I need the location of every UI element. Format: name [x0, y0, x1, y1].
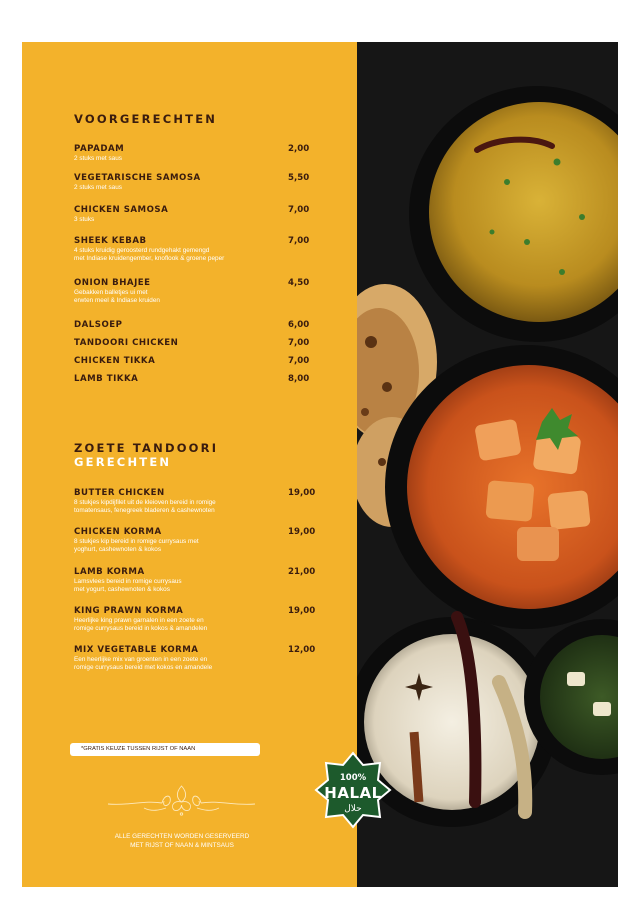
- menu-item: [74, 374, 324, 385]
- item-description: 8 stukjes kip bereid in romige currysaus met yoghurt, cashewnoten & kokos: [74, 538, 199, 554]
- item-name: TANDOORI CHICKEN: [74, 338, 179, 348]
- item-name: PAPADAM: [74, 144, 125, 154]
- item-description: 8 stukjes kipdijfilet uit de kleioven bereid in romige tomatensaus, fenegreek bladeren & cashewnoten: [74, 499, 216, 515]
- item-price: 4,50: [288, 278, 310, 288]
- item-description: Lamsvlees bereid in romige currysaus met yogurt, cashewnoten & kokos: [74, 578, 182, 594]
- item-price: 19,00: [288, 527, 316, 537]
- menu-item: [74, 320, 324, 331]
- item-price: 8,00: [288, 374, 310, 384]
- item-name: DALSOEP: [74, 320, 123, 330]
- item-price: 7,00: [288, 356, 310, 366]
- section-title-zoete-tandoori: ZOETE TANDOORI: [74, 441, 219, 455]
- item-price: 5,50: [288, 173, 310, 183]
- item-price: 2,00: [288, 144, 310, 154]
- item-description: 2 stuks met saus: [74, 184, 122, 191]
- item-description: Gebakken balletjes ui met erwten meel & Indiase kruiden: [74, 289, 160, 305]
- item-name: KING PRAWN KORMA: [74, 606, 184, 616]
- menu-item: [74, 645, 324, 672]
- menu-item: [74, 606, 324, 633]
- food-illustration: [357, 42, 618, 887]
- item-name: CHICKEN KORMA: [74, 527, 162, 537]
- halal-label: HALAL: [324, 784, 382, 802]
- item-price: 7,00: [288, 236, 310, 246]
- menu-item: [74, 144, 324, 163]
- item-name: CHICKEN TIKKA: [74, 356, 156, 366]
- item-name: MIX VEGETABLE KORMA: [74, 645, 199, 655]
- menu-item: [74, 205, 324, 224]
- item-name: LAMB KORMA: [74, 567, 145, 577]
- halal-arabic: حلال: [344, 804, 362, 814]
- item-name: LAMB TIKKA: [74, 374, 139, 384]
- halal-percent: 100%: [339, 773, 367, 783]
- footer-serving-note: ALLE GERECHTEN WORDEN GESERVEERD MET RIJST OF NAAN & MINTSAUS: [114, 833, 250, 849]
- menu-item: [74, 567, 324, 594]
- menu-item: [74, 338, 324, 349]
- menu-panel: [22, 42, 357, 887]
- menu-item: [74, 488, 324, 515]
- item-description: Heerlijke king prawn garnalen in een zoete en romige currysaus bereid in kokos & amandelen: [74, 617, 208, 633]
- item-name: ONION BHAJEE: [74, 278, 151, 288]
- item-name: CHICKEN SAMOSA: [74, 205, 169, 215]
- item-price: 19,00: [288, 488, 316, 498]
- item-description: 2 stuks met saus: [74, 155, 122, 162]
- menu-item: [74, 278, 324, 305]
- menu-page: [22, 42, 618, 887]
- section-subtitle-gerechten: GERECHTEN: [74, 455, 172, 469]
- item-description: 3 stuks: [74, 216, 95, 223]
- menu-item: [74, 236, 324, 263]
- item-description: 4 stuks kruidig geroosterd rundgehakt gemengd met Indiase kruidengember, knoflook & groene peper: [74, 247, 225, 263]
- section-title-voorgerechten: VOORGERECHTEN: [74, 112, 218, 126]
- free-choice-note: *GRATIS KEUZE TUSSEN RIJST OF NAAN: [70, 743, 260, 756]
- item-price: 6,00: [288, 320, 310, 330]
- item-price: 21,00: [288, 567, 316, 577]
- item-description: Een heerlijke mix van groenten in een zoete en romige currysaus bereid met kokos en amandele: [74, 656, 213, 672]
- food-photo: [357, 42, 618, 887]
- item-price: 7,00: [288, 205, 310, 215]
- item-name: SHEEK KEBAB: [74, 236, 147, 246]
- ornament-divider: [104, 780, 259, 820]
- menu-item: [74, 527, 324, 554]
- menu-item: [74, 173, 324, 192]
- item-name: VEGETARISCHE SAMOSA: [74, 173, 201, 183]
- item-price: 12,00: [288, 645, 316, 655]
- item-price: 7,00: [288, 338, 310, 348]
- item-price: 19,00: [288, 606, 316, 616]
- menu-item: [74, 356, 324, 367]
- item-name: BUTTER CHICKEN: [74, 488, 165, 498]
